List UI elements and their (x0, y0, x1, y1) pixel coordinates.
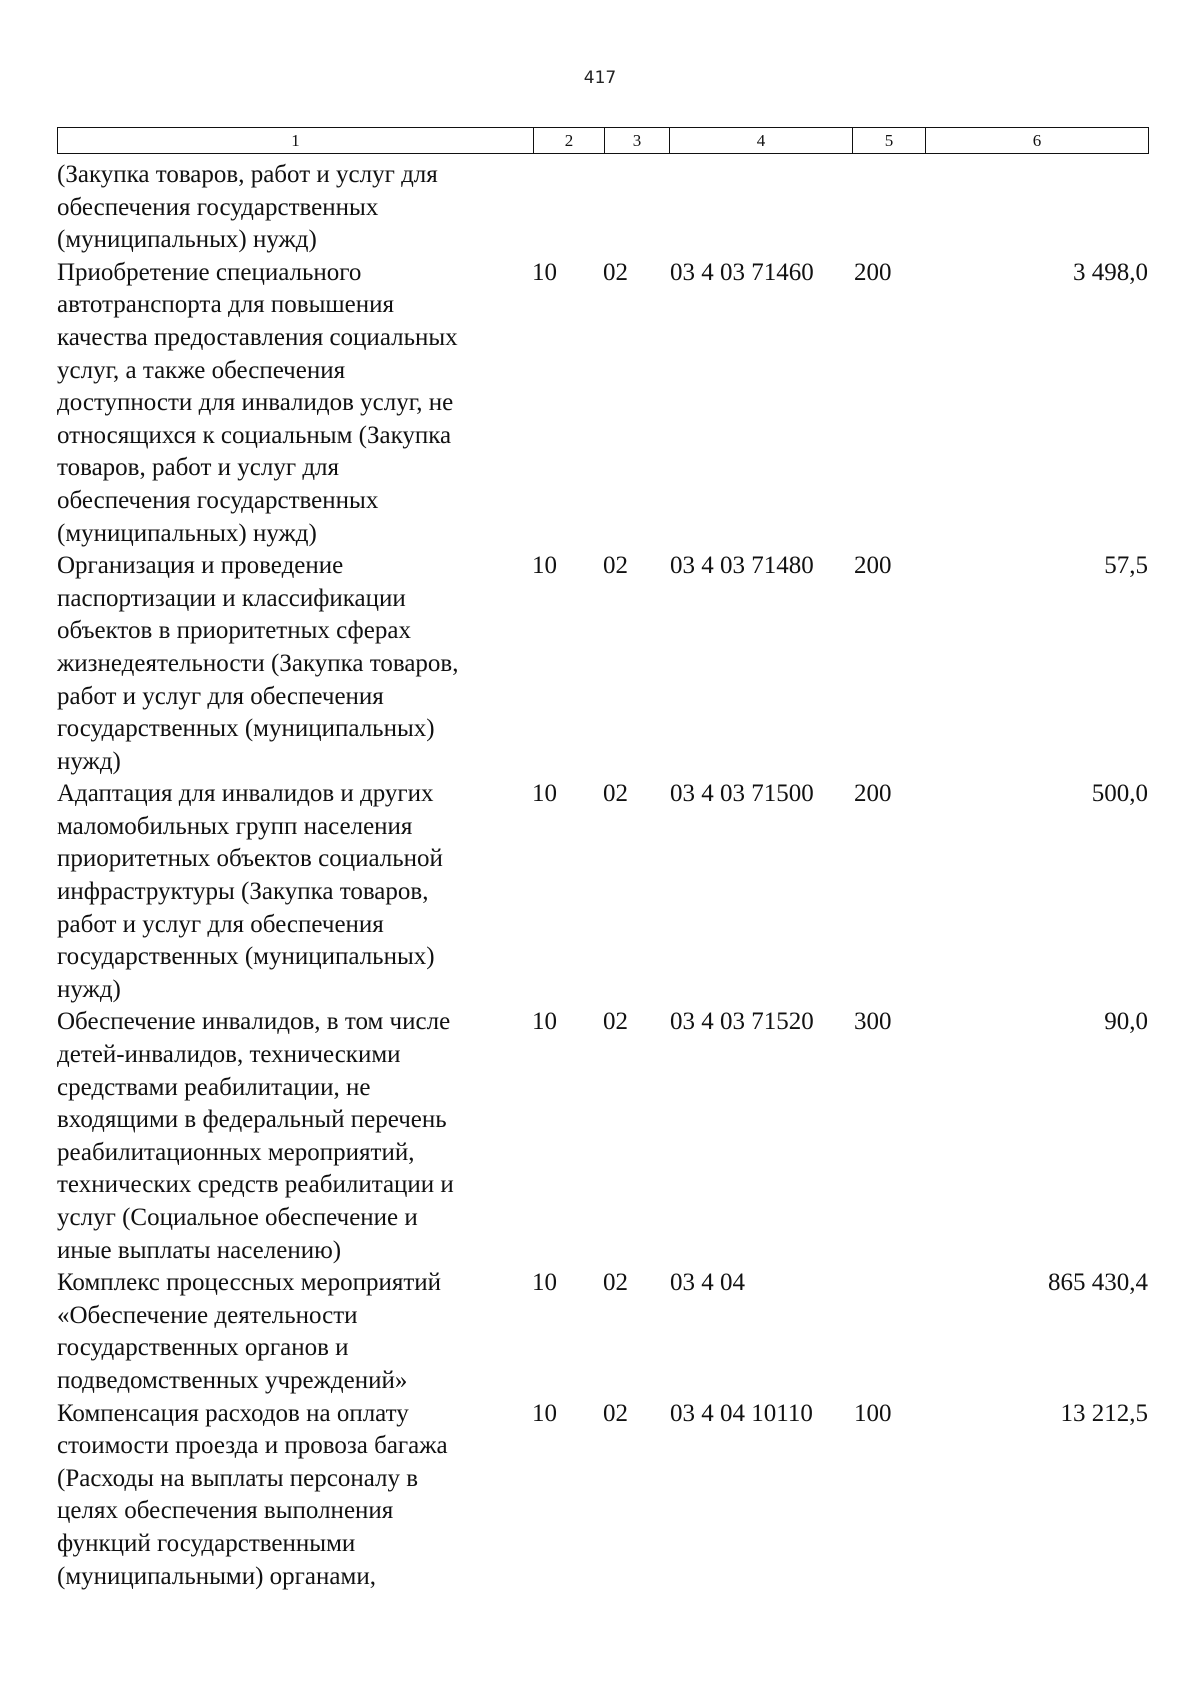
table-row (57, 778, 1148, 1006)
row-amount: 57,5 (1104, 552, 1148, 580)
row-section: 10 (532, 1008, 557, 1036)
table-row (57, 257, 1148, 550)
row-subsection: 02 (603, 1269, 628, 1297)
table-body (57, 159, 1148, 1593)
table-row (57, 1267, 1148, 1397)
row-expense-type: 200 (854, 258, 892, 286)
row-description: Компенсация расходов на оплату стоимости проезда и провоза багажа (Расходы на выплаты персоналу в целях обеспечения выполнения функций государственными (муниципальными) органами, (57, 1399, 448, 1590)
table-row (57, 1398, 1148, 1594)
page-number: 417 (583, 68, 617, 88)
row-section: 10 (532, 780, 557, 808)
row-amount: 13 212,5 (1060, 1399, 1148, 1427)
header-col-5: 5 (853, 128, 926, 154)
row-description: Приобретение специального автотранспорта для повышения качества предоставления социальных услуг, а также обеспечения доступности для инвалидов услуг, не относящихся к социальным (Закупка товаров, работ и услуг для обеспечения государственных (муниципальных) нужд) (57, 258, 458, 547)
table-row (57, 1006, 1148, 1267)
row-subsection: 02 (603, 1008, 628, 1036)
row-subsection: 02 (603, 1399, 628, 1427)
row-target-article: 03 4 04 (670, 1269, 745, 1297)
header-col-3: 3 (605, 128, 670, 154)
row-section: 10 (532, 1399, 557, 1427)
table-row (57, 550, 1148, 778)
row-amount: 865 430,4 (1048, 1269, 1148, 1297)
row-description: Комплекс процессных мероприятий «Обеспечение деятельности государственных органов и подведомственных учреждений» (57, 1269, 442, 1394)
header-col-2: 2 (534, 128, 605, 154)
table-row (57, 159, 1148, 257)
row-subsection: 02 (603, 552, 628, 580)
row-amount: 3 498,0 (1073, 258, 1148, 286)
row-subsection: 02 (603, 258, 628, 286)
row-description: Обеспечение инвалидов, в том числе детей-инвалидов, техническими средствами реабилитации, не входящими в федеральный перечень реабилитационных мероприятий, технических средств реабилитации и услуг (Социальное обеспечение и иные выплаты населению) (57, 1008, 454, 1264)
row-description: Адаптация для инвалидов и других маломобильных групп населения приоритетных объектов социальной инфраструктуры (Закупка товаров, работ и услуг для обеспечения государственных (муниципальных) нужд) (57, 780, 443, 1003)
row-description: (Закупка товаров, работ и услуг для обеспечения государственных (муниципальных) нужд) (57, 161, 438, 254)
row-expense-type: 100 (854, 1399, 892, 1427)
row-target-article: 03 4 03 71460 (670, 258, 814, 286)
row-section: 10 (532, 1269, 557, 1297)
row-amount: 90,0 (1104, 1008, 1148, 1036)
row-amount: 500,0 (1091, 780, 1148, 808)
row-expense-type: 200 (854, 552, 892, 580)
table-header (57, 127, 1149, 154)
row-description: Организация и проведение паспортизации и классификации объектов в приоритетных сферах жизнедеятельности (Закупка товаров, работ и услуг для обеспечения государственных (муниципальных) нужд) (57, 552, 459, 775)
row-target-article: 03 4 03 71480 (670, 552, 814, 580)
row-expense-type: 200 (854, 780, 892, 808)
row-target-article: 03 4 03 71520 (670, 1008, 814, 1036)
header-col-6: 6 (926, 128, 1149, 154)
header-col-4: 4 (670, 128, 853, 154)
row-section: 10 (532, 552, 557, 580)
row-subsection: 02 (603, 780, 628, 808)
row-expense-type: 300 (854, 1008, 892, 1036)
header-col-1: 1 (58, 128, 534, 154)
row-target-article: 03 4 04 10110 (670, 1399, 813, 1427)
row-section: 10 (532, 258, 557, 286)
row-target-article: 03 4 03 71500 (670, 780, 814, 808)
